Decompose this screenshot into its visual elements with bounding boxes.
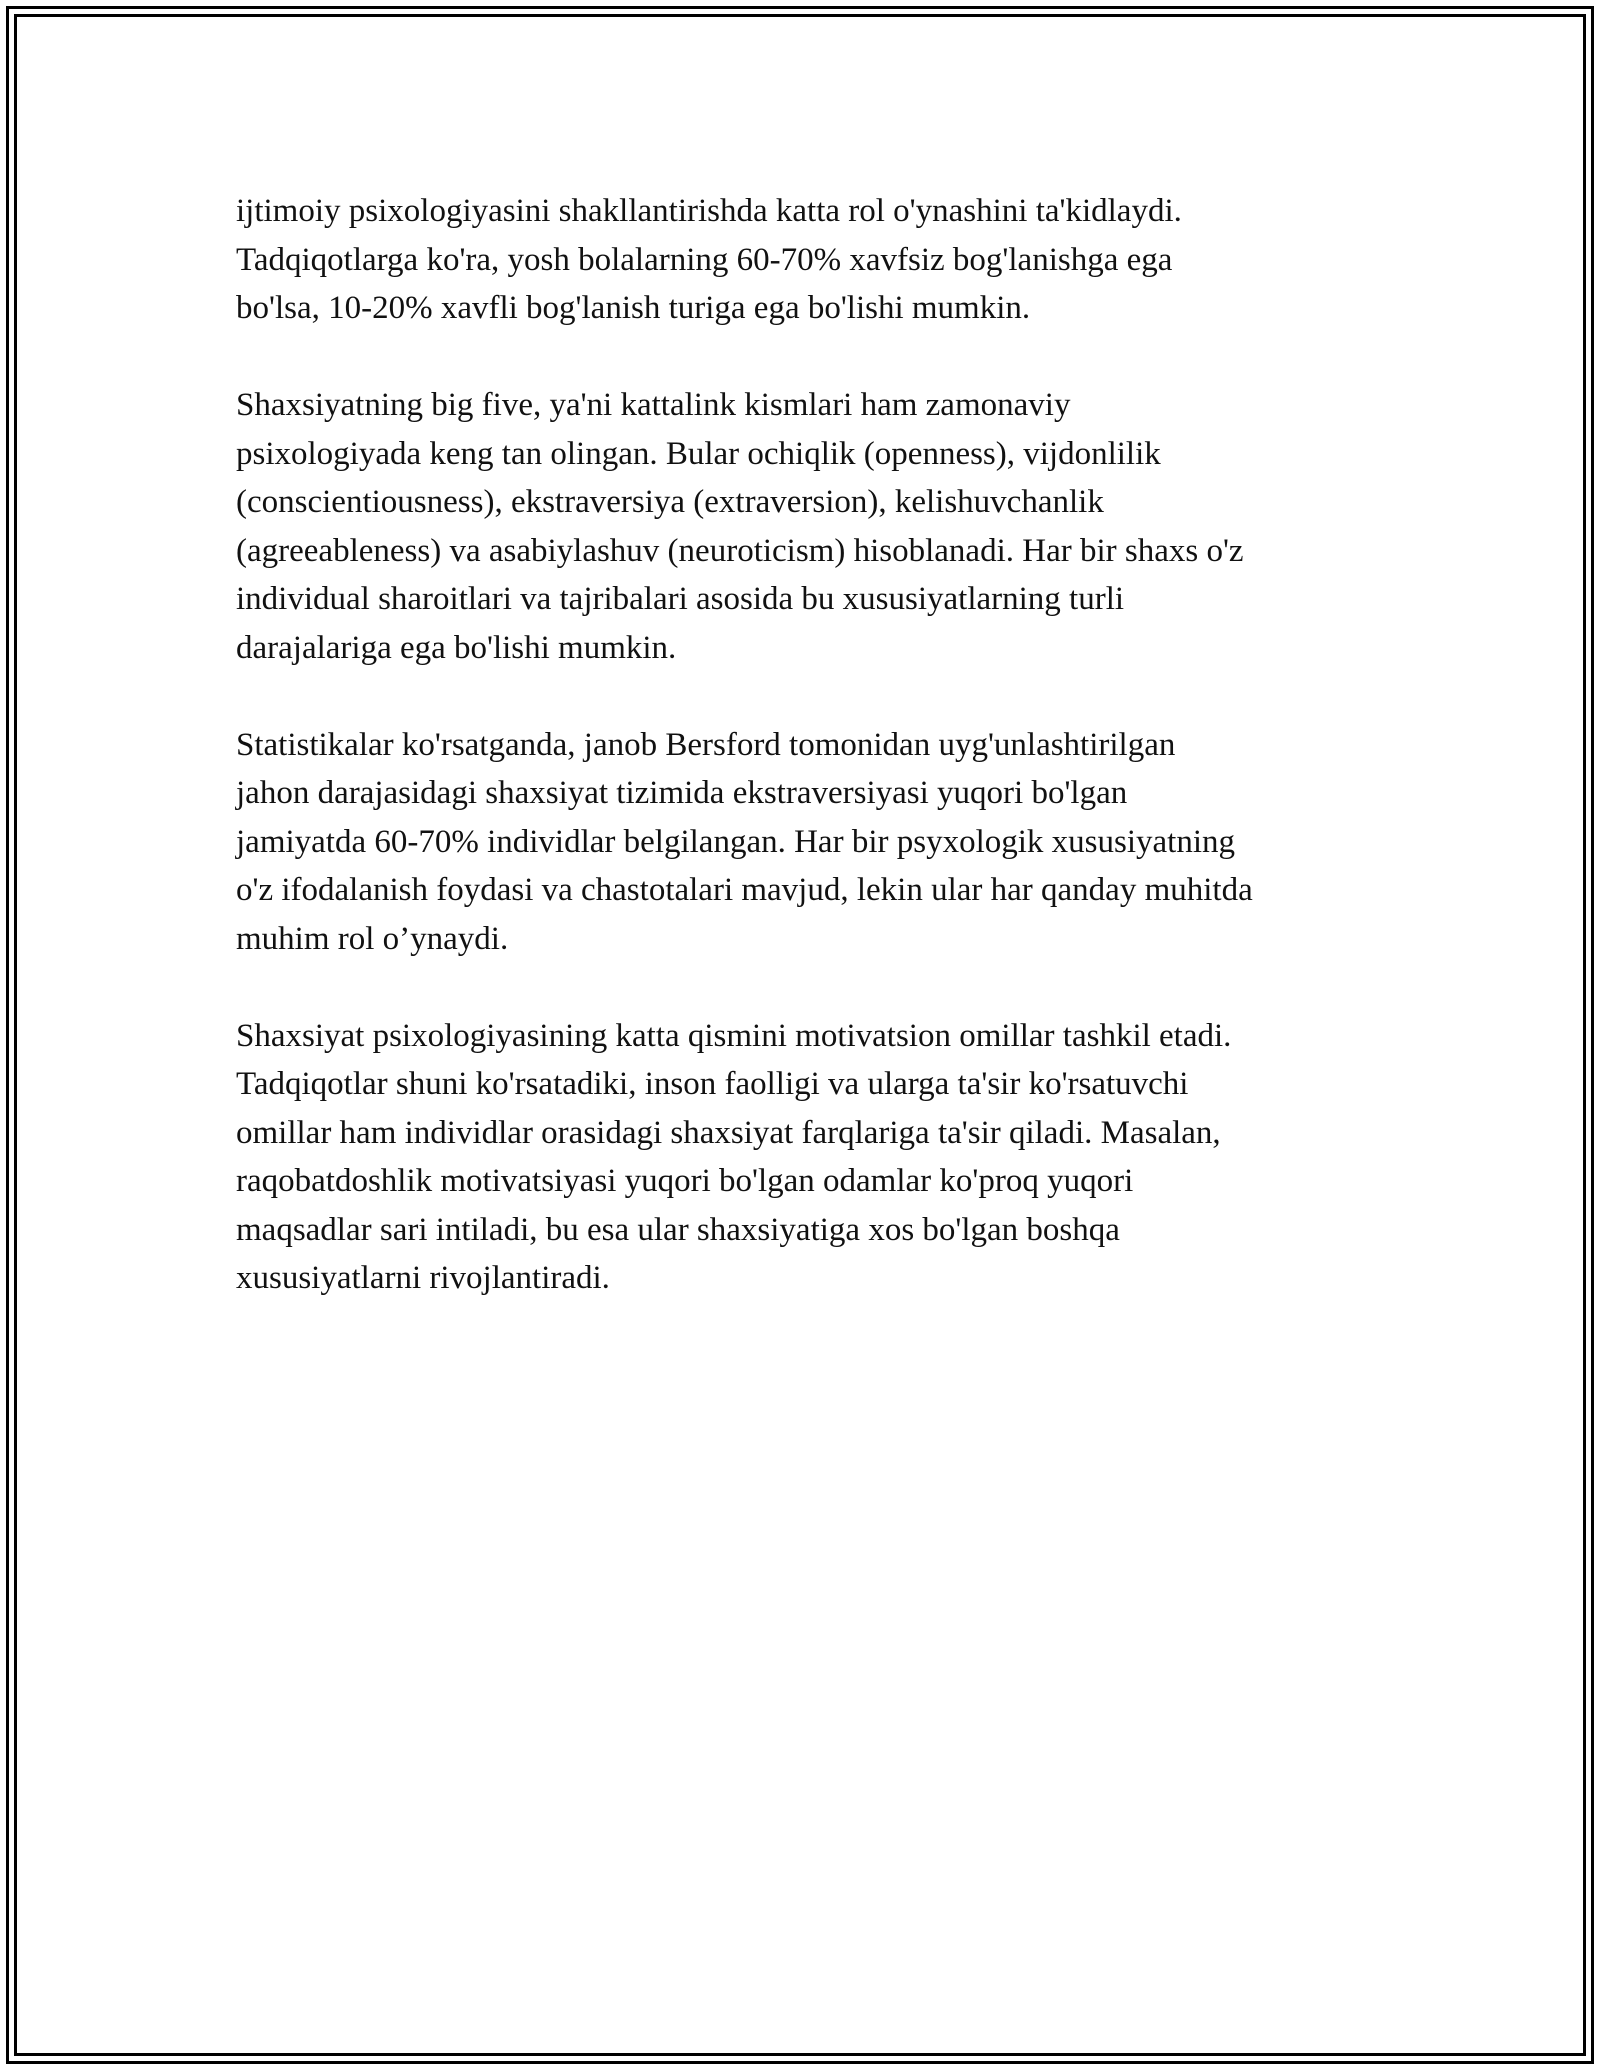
- paragraph-line: Statistikalar ko'rsatganda, janob Bersford tomonidan uyg'unlashtirilgan: [236, 726, 1176, 763]
- paragraph-line: darajalariga ega bo'lishi mumkin.: [236, 629, 677, 666]
- paragraph-line: muhim rol o’ynaydi.: [236, 920, 509, 957]
- document-body: [236, 187, 1386, 1351]
- paragraph-line: ijtimoiy psixologiyasini shakllantirishda katta rol o'ynashini ta'kidlaydi.: [236, 193, 1182, 229]
- paragraph-line: individual sharoitlari va tajribalari asosida bu xususiyatlarning turli: [236, 581, 1125, 617]
- paragraph-line: jamiyatda 60-70% individlar belgilangan. Har bir psyxologik xususiyatning: [236, 823, 1235, 860]
- paragraph-1: [236, 187, 1386, 333]
- paragraph-line: o'z ifodalanish foydasi va chastotalari mavjud, lekin ular har qanday muhitda: [236, 872, 1253, 908]
- paragraph-line: Tadqiqotlarga ko'ra, yosh bolalarning 60-70% xavfsiz bog'lanishga ega: [236, 241, 1173, 278]
- paragraph-line: (agreeableness) va asabiylashuv (neuroticism) hisoblanadi. Har bir shaxs o'z: [236, 532, 1244, 569]
- paragraph-line: Shaxsiyatning big five, ya'ni kattalink kismlari ham zamonaviy: [236, 387, 1071, 423]
- paragraph-line: maqsadlar sari intiladi, bu esa ular shaxsiyatiga xos bo'lgan boshqa: [236, 1211, 1120, 1248]
- paragraph-line: omillar ham individlar orasidagi shaxsiyat farqlariga ta'sir qiladi. Masalan,: [236, 1114, 1221, 1151]
- paragraph-line: psixologiyada keng tan olingan. Bular ochiqlik (openness), vijdonlilik: [236, 435, 1161, 472]
- paragraph-4: [236, 1012, 1386, 1303]
- paragraph-2: [236, 381, 1386, 672]
- paragraph-3: [236, 721, 1386, 964]
- paragraph-line: bo'lsa, 10-20% xavfli bog'lanish turiga ega bo'lishi mumkin.: [236, 290, 1031, 326]
- paragraph-line: raqobatdoshlik motivatsiyasi yuqori bo'lgan odamlar ko'proq yuqori: [236, 1163, 1134, 1199]
- paragraph-line: Tadqiqotlar shuni ko'rsatadiki, inson faolligi va ularga ta'sir ko'rsatuvchi: [236, 1066, 1189, 1102]
- paragraph-line: (conscientiousness), ekstraversiya (extraversion), kelishuvchanlik: [236, 484, 1104, 520]
- paragraph-line: Shaxsiyat psixologiyasining katta qismini motivatsion omillar tashkil etadi.: [236, 1017, 1232, 1054]
- paragraph-line: xususiyatlarni rivojlantiradi.: [236, 1260, 610, 1296]
- paragraph-line: jahon darajasidagi shaxsiyat tizimida ekstraversiyasi yuqori bo'lgan: [236, 775, 1128, 811]
